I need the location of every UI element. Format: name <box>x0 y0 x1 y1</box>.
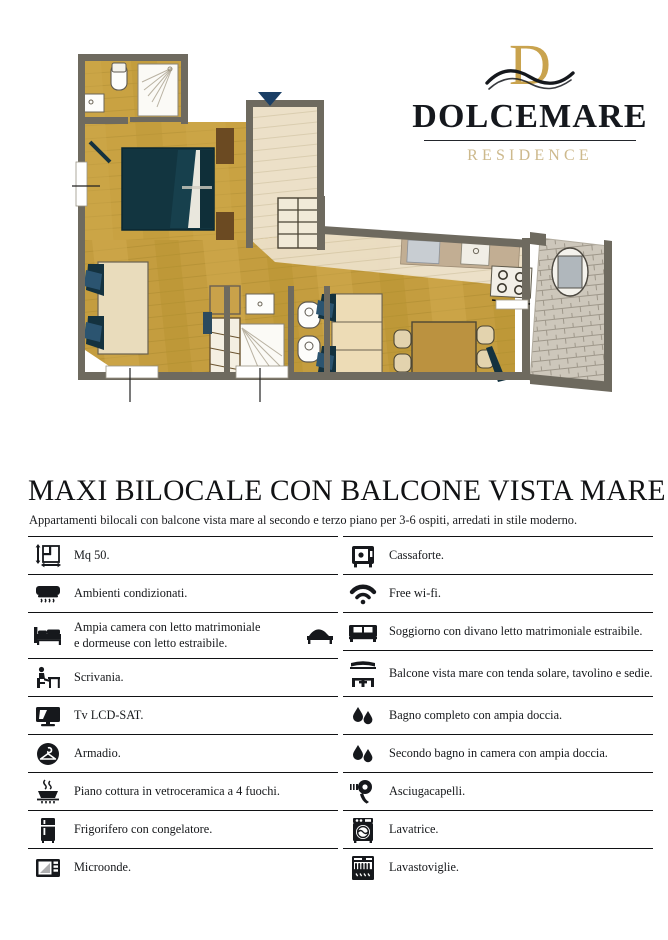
feature-label: Microonde. <box>74 859 132 874</box>
feature-label <box>74 620 302 651</box>
fridge-icon <box>28 813 68 847</box>
feature-row-bathroom-second <box>343 734 653 772</box>
feature-row-area <box>28 536 338 574</box>
feature-row-ac <box>28 574 338 612</box>
feature-label: Lavastoviglie. <box>389 859 460 874</box>
feature-row-hairdryer <box>343 772 653 810</box>
shower-drops-icon <box>343 699 383 733</box>
feature-label: Secondo bagno in camera con ampia doccia. <box>389 745 608 760</box>
feature-row-wifi <box>343 574 653 612</box>
brand-monogram <box>410 32 650 98</box>
floorplan-area-icon <box>28 539 68 573</box>
feature-label: Ambienti condizionati. <box>74 585 188 600</box>
feature-label: Lavatrice. <box>389 821 439 836</box>
feature-label-line2: e dormeuse con letto estraibile. <box>74 635 228 650</box>
plan-bathroom-one <box>80 60 183 122</box>
feature-label: Cassaforte. <box>389 547 444 562</box>
tv-icon <box>28 699 68 733</box>
feature-label: Scrivania. <box>74 669 124 684</box>
feature-row-dishwasher <box>343 848 653 886</box>
plan-bathroom-two <box>203 286 290 376</box>
brand-subtitle: RESIDENCE <box>467 147 593 165</box>
feature-row-desk <box>28 658 338 696</box>
feature-row-safe <box>343 536 653 574</box>
wave-icon <box>485 66 575 92</box>
page-subtitle: Appartamenti bilocali con balcone vista mare al secondo e terzo piano per 3-6 ospiti, arredati in stile moderno. <box>29 513 578 527</box>
feature-label: Frigorifero con congelatore. <box>74 821 213 836</box>
features-column-left <box>28 536 338 886</box>
features-section <box>0 536 668 936</box>
feature-label: Mq 50. <box>74 547 110 562</box>
washing-machine-icon <box>343 813 383 847</box>
feature-label: Soggiorno con divano letto matrimoniale estraibile. <box>389 623 643 638</box>
feature-row-wardrobe <box>28 734 338 772</box>
plan-bedroom <box>85 122 251 242</box>
feature-row-sofa <box>343 612 653 650</box>
safe-icon <box>343 539 383 573</box>
page-title: MAXI BILOCALE CON BALCONE VISTA MARE <box>28 475 666 507</box>
feature-label: Piano cottura in vetroceramica a 4 fuochi. <box>74 783 280 798</box>
feature-label: Asciugacapelli. <box>389 783 466 798</box>
daybed-icon <box>302 621 338 651</box>
feature-row-bedroom <box>28 612 338 658</box>
plan-balcony <box>530 238 608 388</box>
feature-label: Armadio. <box>74 745 121 760</box>
feature-row-cooktop <box>28 772 338 810</box>
features-column-right <box>343 536 653 886</box>
feature-label: Free wi-fi. <box>389 585 441 600</box>
wardrobe-hanger-icon <box>28 737 68 771</box>
balcony-awning-icon <box>343 657 383 691</box>
brand-name: DOLCEMARE <box>412 98 648 135</box>
sofa-icon <box>343 615 383 649</box>
feature-row-washing-machine <box>343 810 653 848</box>
air-conditioner-icon <box>28 577 68 611</box>
shower-drops-icon <box>343 737 383 771</box>
microwave-icon <box>28 851 68 885</box>
plan-stairs <box>278 198 318 248</box>
dishwasher-icon <box>343 851 383 885</box>
wifi-icon <box>343 577 383 611</box>
feature-row-bathroom-main <box>343 696 653 734</box>
floorplan-section <box>0 0 668 466</box>
brand-divider <box>424 140 636 141</box>
double-bed-icon <box>28 619 68 653</box>
feature-label: Bagno completo con ampia doccia. <box>389 707 563 722</box>
feature-label-line1: Ampia camera con letto matrimoniale <box>74 620 261 634</box>
brand-logo <box>410 32 650 176</box>
desk-icon <box>28 661 68 695</box>
feature-row-fridge <box>28 810 338 848</box>
feature-label: Tv LCD-SAT. <box>74 707 144 722</box>
cooktop-icon <box>28 775 68 809</box>
brand-monogram-letter: D <box>509 32 551 97</box>
feature-row-balcony <box>343 650 653 696</box>
feature-row-microwave <box>28 848 338 886</box>
feature-label: Balcone vista mare con tenda solare, tavolino e sedie. <box>389 665 653 680</box>
feature-row-tv <box>28 696 338 734</box>
hairdryer-icon <box>343 775 383 809</box>
